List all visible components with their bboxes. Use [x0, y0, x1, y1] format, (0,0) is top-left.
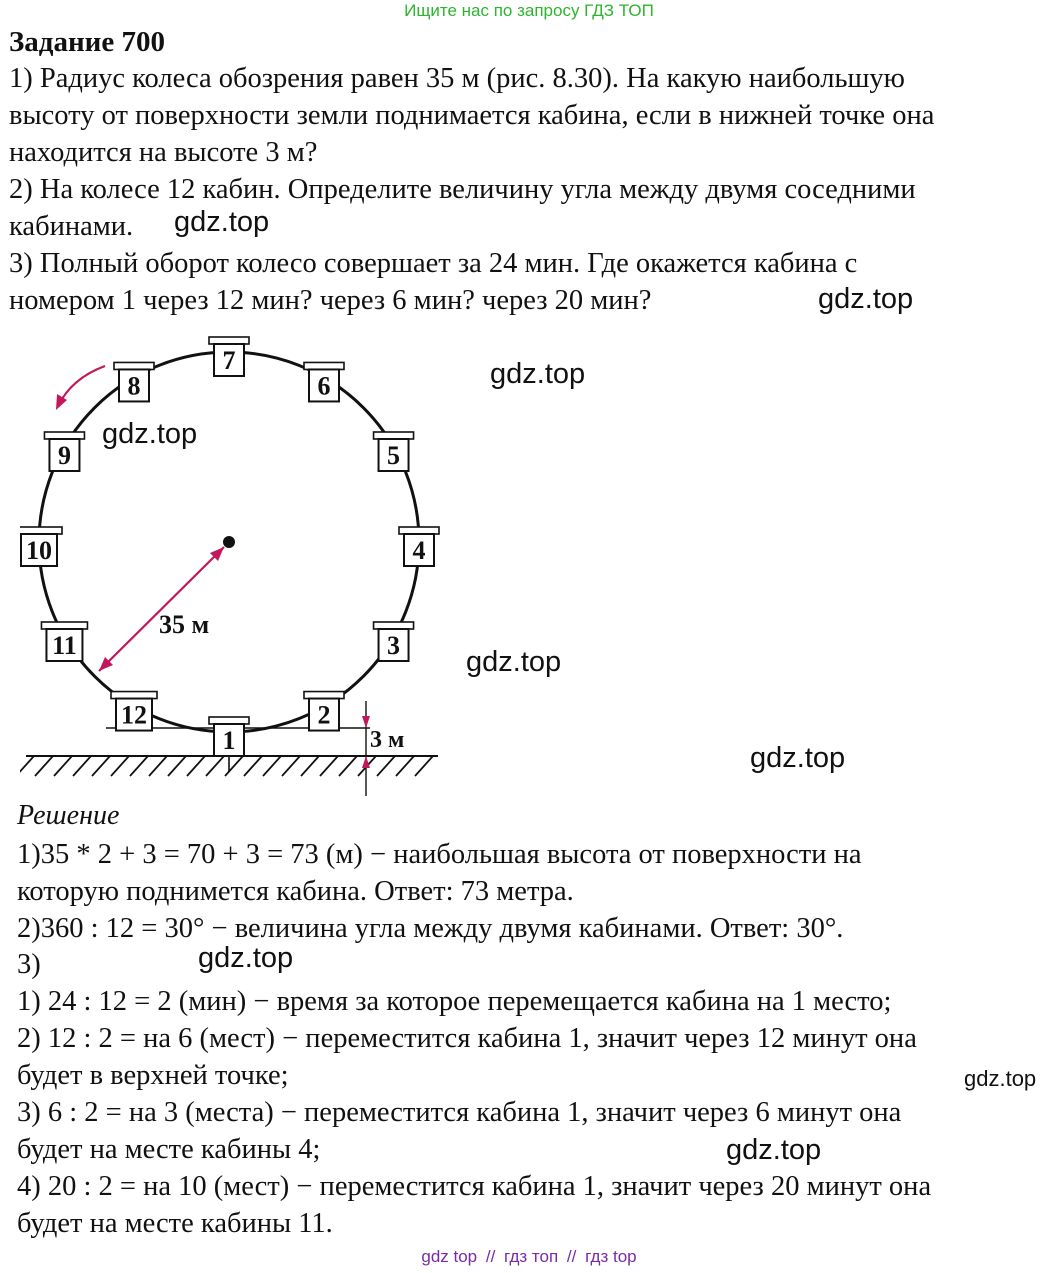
- task-line: номером 1 через 12 мин? через 6 мин? через 20 мин?: [9, 285, 652, 316]
- hatch-stroke: [111, 756, 129, 776]
- cabin-number: 8: [127, 371, 141, 401]
- footer-links: [0, 1247, 1058, 1267]
- watermark: gdz.top: [726, 1134, 822, 1166]
- solution-line: 3) 6 : 2 = на 3 (места) − переместится кабина 1, значит через 6 минут она: [17, 1097, 902, 1128]
- hatch-stroke: [168, 756, 186, 776]
- cabin-1: [209, 717, 249, 756]
- cabin-8: [114, 362, 154, 401]
- cabin-number: 6: [317, 371, 331, 401]
- hatch-stroke: [377, 756, 395, 776]
- cabin-10: [20, 527, 62, 566]
- height-label: 3 м: [370, 727, 405, 753]
- watermark: gdz.top: [174, 206, 270, 238]
- cabin-number: 12: [121, 700, 147, 730]
- task-title: Задание 700: [9, 26, 166, 58]
- cabin-number: 7: [222, 346, 236, 375]
- hatch-stroke: [130, 756, 148, 776]
- hatch-stroke: [339, 756, 357, 776]
- watermark: gdz.top: [198, 942, 294, 974]
- solution-line: 2)360 : 12 = 30° − величина угла между двумя кабинами. Ответ: 30°.: [17, 913, 844, 944]
- hatch-stroke: [73, 756, 91, 776]
- cabin-4: [399, 527, 439, 566]
- solution-line: которую поднимется кабина. Ответ: 73 метра.: [17, 876, 574, 907]
- ground-hatching: [20, 756, 433, 776]
- task-line: 2) На колесе 12 кабин. Определите величину угла между двумя соседними: [9, 174, 916, 205]
- solution-line: будет в верхней точке;: [17, 1060, 289, 1091]
- solution-line: будет на месте кабины 4;: [17, 1134, 321, 1165]
- cabin-11: [41, 622, 87, 661]
- wheel-center: [223, 536, 235, 548]
- cabin-number: 3: [387, 631, 401, 660]
- watermark: gdz.top: [466, 646, 562, 678]
- cabin-12: [111, 692, 157, 731]
- solution-line: 2) 12 : 2 = на 6 (мест) − переместится кабина 1, значит через 12 минут она: [17, 1023, 917, 1054]
- ferris-wheel-figure: [20, 326, 450, 801]
- task-line: находится на высоте 3 м?: [9, 137, 318, 168]
- cabin-2: [304, 692, 344, 731]
- hatch-stroke: [35, 756, 53, 776]
- task-line: высоту от поверхности земли поднимается кабина, если в нижней точке она: [9, 100, 935, 131]
- cabin-number: 1: [222, 726, 236, 755]
- watermark: gdz.top: [490, 358, 586, 390]
- solution-heading: Решение: [17, 800, 120, 831]
- top-banner[interactable]: Ищите нас по запросу ГДЗ ТОП: [404, 1, 654, 20]
- footer-separator: //: [485, 1247, 496, 1266]
- cabin-number: 5: [387, 441, 401, 470]
- footer-link[interactable]: gdz top: [421, 1247, 478, 1266]
- solution-line: будет на месте кабины 11.: [17, 1208, 333, 1239]
- hatch-stroke: [301, 756, 319, 776]
- watermark: gdz.top: [818, 283, 914, 315]
- hatch-stroke: [282, 756, 300, 776]
- watermark: gdz.top: [750, 742, 846, 774]
- cabin-5: [374, 432, 414, 471]
- hatch-stroke: [320, 756, 338, 776]
- height-marker: [362, 701, 370, 796]
- cabin-9: [44, 432, 84, 471]
- cabin-number: 11: [52, 631, 77, 660]
- footer-link[interactable]: гдз топ: [504, 1247, 559, 1266]
- solution-line: 3): [17, 949, 41, 980]
- hatch-stroke: [54, 756, 72, 776]
- solution-line: 4) 20 : 2 = на 10 (мест) − переместится кабина 1, значит через 20 минут она: [17, 1171, 932, 1202]
- footer-separator: //: [566, 1247, 577, 1266]
- radius-arrow: [99, 547, 224, 671]
- hatch-stroke: [20, 756, 34, 776]
- cabin-7: [209, 337, 249, 376]
- task-line: 1) Радиус колеса обозрения равен 35 м (рис. 8.30). На какую наибольшую: [9, 63, 905, 94]
- cabin-number: 2: [317, 700, 331, 730]
- hatch-stroke: [187, 756, 205, 776]
- cabin-6: [304, 362, 344, 401]
- watermark: gdz.top: [102, 418, 198, 450]
- radius-label: 35 м: [159, 610, 210, 639]
- solution-line: 1) 24 : 12 = 2 (мин) − время за которое перемещается кабина на 1 место;: [17, 986, 892, 1017]
- cabin-number: 4: [412, 536, 426, 565]
- hatch-stroke: [263, 756, 281, 776]
- hatch-stroke: [225, 756, 243, 776]
- hatch-stroke: [396, 756, 414, 776]
- hatch-stroke: [415, 756, 433, 776]
- cabin-3: [374, 622, 414, 661]
- hatch-stroke: [244, 756, 262, 776]
- footer-link[interactable]: гдз top: [585, 1247, 637, 1266]
- hatch-stroke: [92, 756, 110, 776]
- watermark: gdz.top: [964, 1066, 1037, 1091]
- hatch-stroke: [149, 756, 167, 776]
- cabin-number: 10: [26, 536, 52, 565]
- solution-line: 1)35 * 2 + 3 = 70 + 3 = 73 (м) − наибольшая высота от поверхности на: [17, 839, 862, 870]
- cabin-number: 9: [57, 441, 71, 470]
- hatch-stroke: [206, 756, 224, 776]
- task-line: 3) Полный оборот колесо совершает за 24 мин. Где окажется кабина с: [9, 248, 858, 279]
- task-line: кабинами.: [9, 211, 134, 242]
